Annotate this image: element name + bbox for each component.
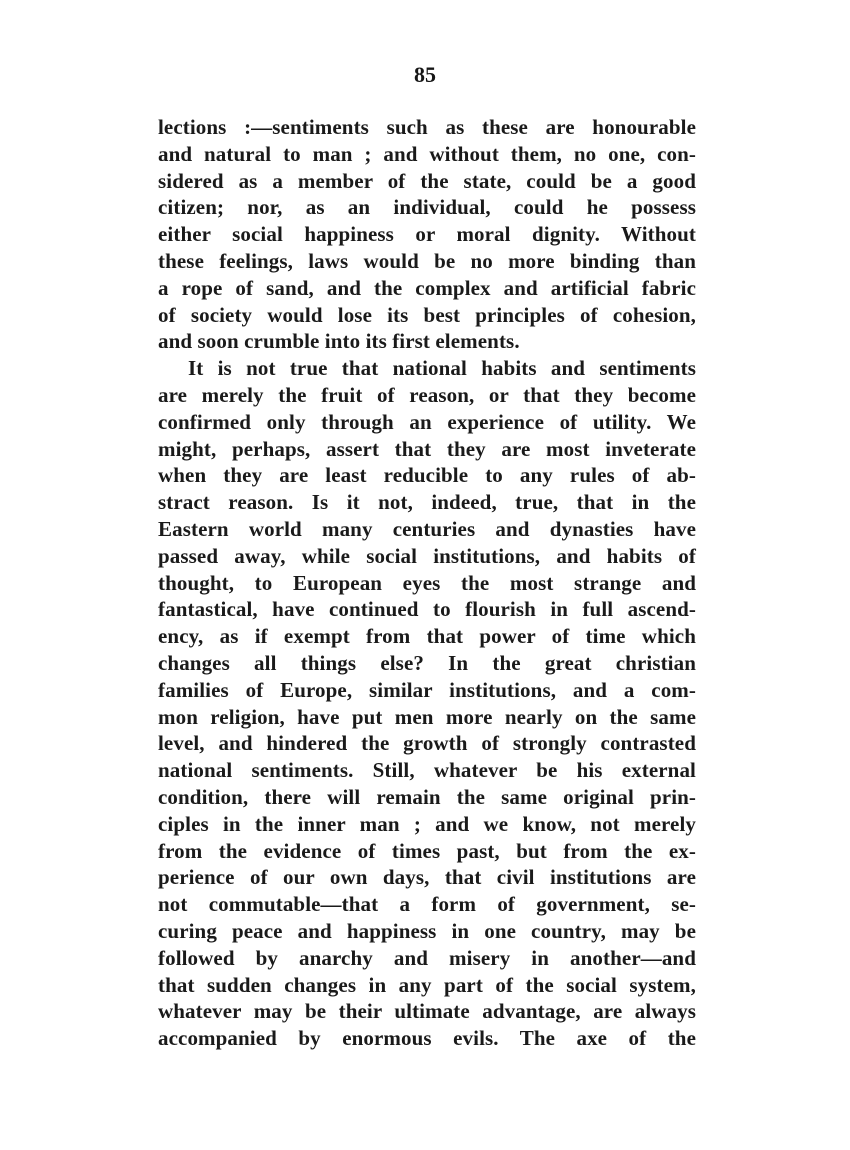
text-line: when they are least reducible to any rules of ab- [158, 463, 696, 488]
text-line: these feelings, laws would be no more binding than [158, 248, 696, 273]
page-number: 85 [414, 62, 436, 87]
text-line: curing peace and happiness in one country, may be [158, 918, 696, 943]
text-line: of society would lose its best principles of cohesion, [158, 302, 696, 327]
text-line: passed away, while social institutions, and habits of [158, 543, 696, 568]
text-line: national sentiments. Still, whatever be his external [158, 758, 696, 783]
text-line: citizen; nor, as an individual, could he possess [158, 195, 696, 220]
text-line: perience of our own days, that civil institutions are [158, 865, 696, 890]
text-line: followed by anarchy and misery in another—and [158, 945, 696, 970]
text-line: ciples in the inner man ; and we know, not merely [158, 811, 696, 836]
text-line: whatever may be their ultimate advantage, are always [158, 999, 696, 1024]
text-line: level, and hindered the growth of strongly contrasted [158, 731, 696, 756]
text-line: a rope of sand, and the complex and artificial fabric [158, 275, 696, 300]
text-line: families of Europe, similar institutions, and a com- [158, 677, 696, 702]
text-line: confirmed only through an experience of utility. We [158, 409, 696, 434]
text-line: changes all things else? In the great christian [158, 650, 696, 675]
text-line: and natural to man ; and without them, no one, con- [158, 141, 696, 166]
text-line: sidered as a member of the state, could be a good [158, 168, 696, 193]
text-line: stract reason. Is it not, indeed, true, that in the [158, 490, 696, 515]
body-text [158, 114, 696, 1052]
text-line: and soon crumble into its first elements. [158, 329, 520, 354]
text-line: mon religion, have put men more nearly on the same [158, 704, 696, 729]
text-line: thought, to European eyes the most strange and [158, 570, 696, 595]
text-line: Eastern world many centuries and dynasties have [158, 516, 696, 541]
text-line: fantastical, have continued to flourish in full ascend- [158, 597, 696, 622]
text-line: accompanied by enormous evils. The axe of the [158, 1026, 696, 1051]
text-line: might, perhaps, assert that they are most inveterate [158, 436, 696, 461]
text-line: either social happiness or moral dignity. Without [158, 222, 696, 247]
text-line: that sudden changes in any part of the social system, [158, 972, 696, 997]
text-line: condition, there will remain the same original prin- [158, 784, 696, 809]
text-line: It is not true that national habits and sentiments [188, 356, 696, 381]
text-line: not commutable—that a form of government, se- [158, 892, 696, 917]
text-line: are merely the fruit of reason, or that they become [158, 382, 696, 407]
text-line: lections :—sentiments such as these are honourable [158, 115, 696, 139]
text-line: ency, as if exempt from that power of time which [158, 624, 696, 649]
text-line: from the evidence of times past, but from the ex- [158, 838, 696, 863]
